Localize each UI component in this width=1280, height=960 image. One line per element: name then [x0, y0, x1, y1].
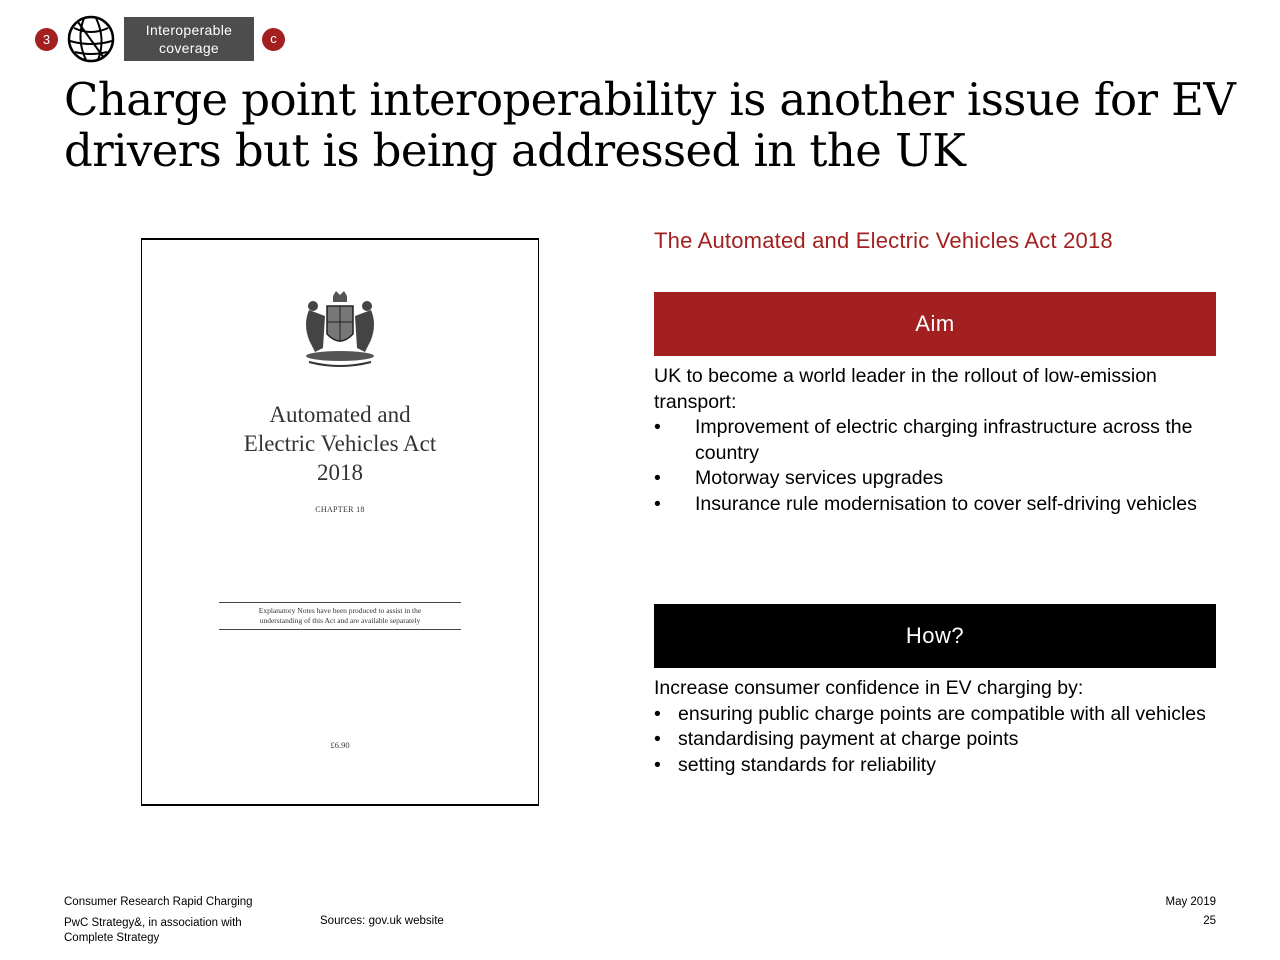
aim-list [654, 415, 1214, 517]
list-item: • ensuring public charge points are compatible with all vehicles [654, 702, 1206, 725]
aim-label: Aim [915, 311, 955, 336]
topic-tag: Interoperable coverage [124, 17, 254, 61]
act-cover-notes: Explanatory Notes have been produced to assist in the understanding of this Act and are available separately [219, 602, 461, 630]
footer-sources: Sources: gov.uk website [320, 915, 444, 927]
page-title: Charge point interoperability is another issue for EV drivers but is being addressed in the UK [64, 73, 1236, 177]
aim-bar [654, 292, 1216, 356]
section-number-badge: 3 [35, 28, 58, 51]
footer-date: May 2019 [1165, 896, 1216, 908]
list-item: • setting standards for reliability [654, 753, 936, 776]
sub-section-badge: c [262, 28, 285, 51]
act-cover-image [141, 238, 539, 806]
act-cover-title: Automated and Electric Vehicles Act 2018 [243, 402, 437, 485]
list-item: • Improvement of electric charging infrastructure across the country [654, 416, 1193, 464]
aim-intro: UK to become a world leader in the rollout of low-emission transport: [654, 365, 1157, 413]
how-intro: Increase consumer confidence in EV charging by: [654, 677, 1084, 699]
how-label: How? [905, 623, 965, 648]
aim-content [654, 364, 1214, 517]
how-list [654, 702, 1214, 779]
footer-project: Consumer Research Rapid Charging [64, 896, 253, 908]
act-cover-price: £6.90 [330, 740, 350, 750]
how-bar [654, 604, 1216, 668]
list-item: • standardising payment at charge points [654, 728, 1019, 750]
act-heading: The Automated and Electric Vehicles Act 2018 [654, 228, 1113, 253]
list-item: • Insurance rule modernisation to cover self-driving vehicles [654, 492, 1197, 515]
how-content [654, 676, 1214, 778]
act-cover-chapter: CHAPTER 18 [315, 505, 365, 514]
list-item: • Motorway services upgrades [654, 467, 944, 489]
page-number: 25 [1203, 915, 1216, 927]
royal-coat-of-arms-icon [295, 290, 385, 368]
footer-organisation: PwC Strategy&, in association with Complete Strategy [64, 917, 242, 944]
globe-icon [66, 14, 116, 64]
